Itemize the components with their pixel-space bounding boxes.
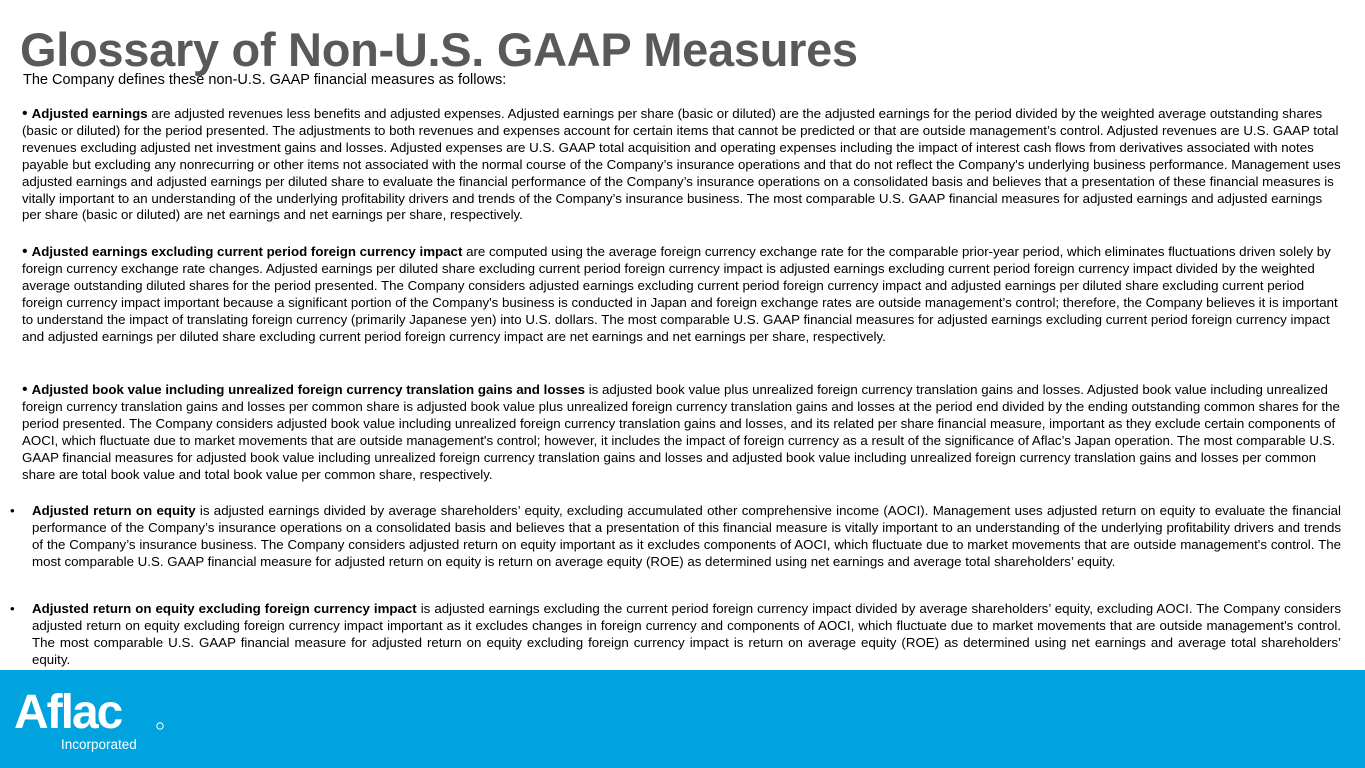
glossary-definition: is adjusted earnings excluding the current period foreign currency impact divided by average shareholders’ equity, excluding AOCI. The Company considers adjusted return on equity excluding foreign currency impact important as it excludes changes in foreign currency and components of AOCI, which fluctuate due to market movements that are outside management's control. The most comparable U.S. GAAP financial measure for adjusted return on equity excluding foreign currency impact is return on average equity (ROE) as determined using net earnings and average total shareholders’ equity. — [32, 601, 1342, 667]
glossary-item-adjusted-book-value — [22, 382, 1342, 483]
glossary-definition: is adjusted book value plus unrealized foreign currency translation gains and losses. Adjusted book value including unrealized foreign currency translation gains and losses per common share is adjusted book value plus unrealized foreign currency translation gains and losses at the period end divided by the ending outstanding common shares for the period presented. The Company considers adjusted book value including unrealized foreign currency translation gains and losses, and its related per share financial measure, important as they exclude certain components of AOCI, which fluctuate due to market movements that are outside management's control; however, it includes the impact of foreign currency as a result of the significance of Aflac’s Japan operation. The most comparable U.S. GAAP financial measures for adjusted book value including unrealized foreign currency translation gains and losses and adjusted book value including unrealized foreign currency translation gains and losses per common share are total book value and total book value per common share, respectively. — [22, 382, 1340, 482]
footer-bar — [0, 670, 1365, 768]
glossary-definition: are adjusted revenues less benefits and adjusted expenses. Adjusted earnings per share (basic or diluted) are the adjusted earnings for the period divided by the weighted average outstanding shares (basic or diluted) for the period presented. The adjustments to both revenues and expenses account for certain items that cannot be predicted or that are outside management’s control. Adjusted revenues are U.S. GAAP total revenues excluding adjusted net investment gains and losses. Adjusted expenses are U.S. GAAP total acquisition and operating expenses including the impact of interest cash flows from derivatives associated with notes payable but excluding any nonrecurring or other items not associated with the normal course of the Company’s insurance operations and that do not reflect the Company's underlying business performance. Management uses adjusted earnings and adjusted earnings per diluted share to evaluate the financial performance of the Company’s insurance operations on a consolidated basis and believes that a presentation of these financial measures is vitally important to an understanding of the underlying profitability drivers and trends of the Company’s insurance business. The most comparable U.S. GAAP financial measures for adjusted earnings and adjusted earnings per share (basic or diluted) are net earnings and net earnings per share, respectively. — [22, 106, 1341, 223]
bullet-icon: • — [10, 503, 15, 518]
registered-mark-icon — [157, 723, 163, 729]
bullet-icon: • — [10, 601, 15, 616]
glossary-term: Adjusted earnings excluding current period foreign currency impact — [31, 244, 463, 259]
glossary-term: Adjusted earnings — [31, 106, 148, 121]
glossary-item-adjusted-roe — [10, 503, 1341, 571]
page-title: Glossary of Non-U.S. GAAP Measures — [20, 23, 858, 76]
intro-text: The Company defines these non-U.S. GAAP financial measures as follows: — [23, 72, 507, 88]
glossary-term: Adjusted return on equity excluding foreign currency impact — [32, 601, 417, 616]
logo-wordmark: Aflac — [14, 686, 122, 734]
bullet-icon: • — [22, 381, 28, 398]
glossary-item-adjusted-earnings — [22, 106, 1342, 224]
bullet-icon: • — [22, 243, 28, 260]
aflac-logo — [14, 684, 164, 734]
bullet-icon: • — [22, 105, 28, 122]
company-label: Incorporated — [61, 737, 137, 752]
glossary-definition: is adjusted earnings divided by average shareholders’ equity, excluding accumulated other comprehensive income (AOCI). Management uses adjusted return on equity to evaluate the financial performance of the Company’s insurance operations on a consolidated basis and believes that a presentation of this financial measure is vitally important to an understanding of the underlying profitability drivers and trends of the Company’s insurance business. The Company considers adjusted return on equity important as it excludes components of AOCI, which fluctuate due to market movements that are outside management's control. The most comparable U.S. GAAP financial measure for adjusted return on equity is return on average equity (ROE) as determined using net earnings and average total shareholders’ equity. — [32, 503, 1341, 569]
glossary-term: Adjusted return on equity — [32, 503, 196, 518]
glossary-definition: are computed using the average foreign currency exchange rate for the comparable prior-year period, which eliminates fluctuations driven solely by foreign currency exchange rate changes. Adjusted earnings per diluted share excluding current period foreign currency impact is adjusted earnings excluding current period foreign currency impact divided by the weighted average outstanding diluted shares for the period presented. The Company considers adjusted earnings excluding current period foreign currency impact and adjusted earnings per diluted share excluding current period foreign currency impact important because a significant portion of the Company's business is conducted in Japan and foreign exchange rates are outside management’s control; therefore, the Company believes it is important to understand the impact of translating foreign currency (primarily Japanese yen) into U.S. dollars. The most comparable U.S. GAAP financial measures for adjusted earnings excluding current period foreign currency impact and adjusted earnings per diluted share excluding current period foreign currency impact are net earnings and net earnings per share, respectively. — [22, 244, 1338, 344]
glossary-item-adjusted-earnings-ex-fx — [22, 244, 1342, 345]
glossary-item-adjusted-roe-ex-fx — [10, 601, 1341, 669]
glossary-term: Adjusted book value including unrealized foreign currency translation gains and losses — [31, 382, 586, 397]
